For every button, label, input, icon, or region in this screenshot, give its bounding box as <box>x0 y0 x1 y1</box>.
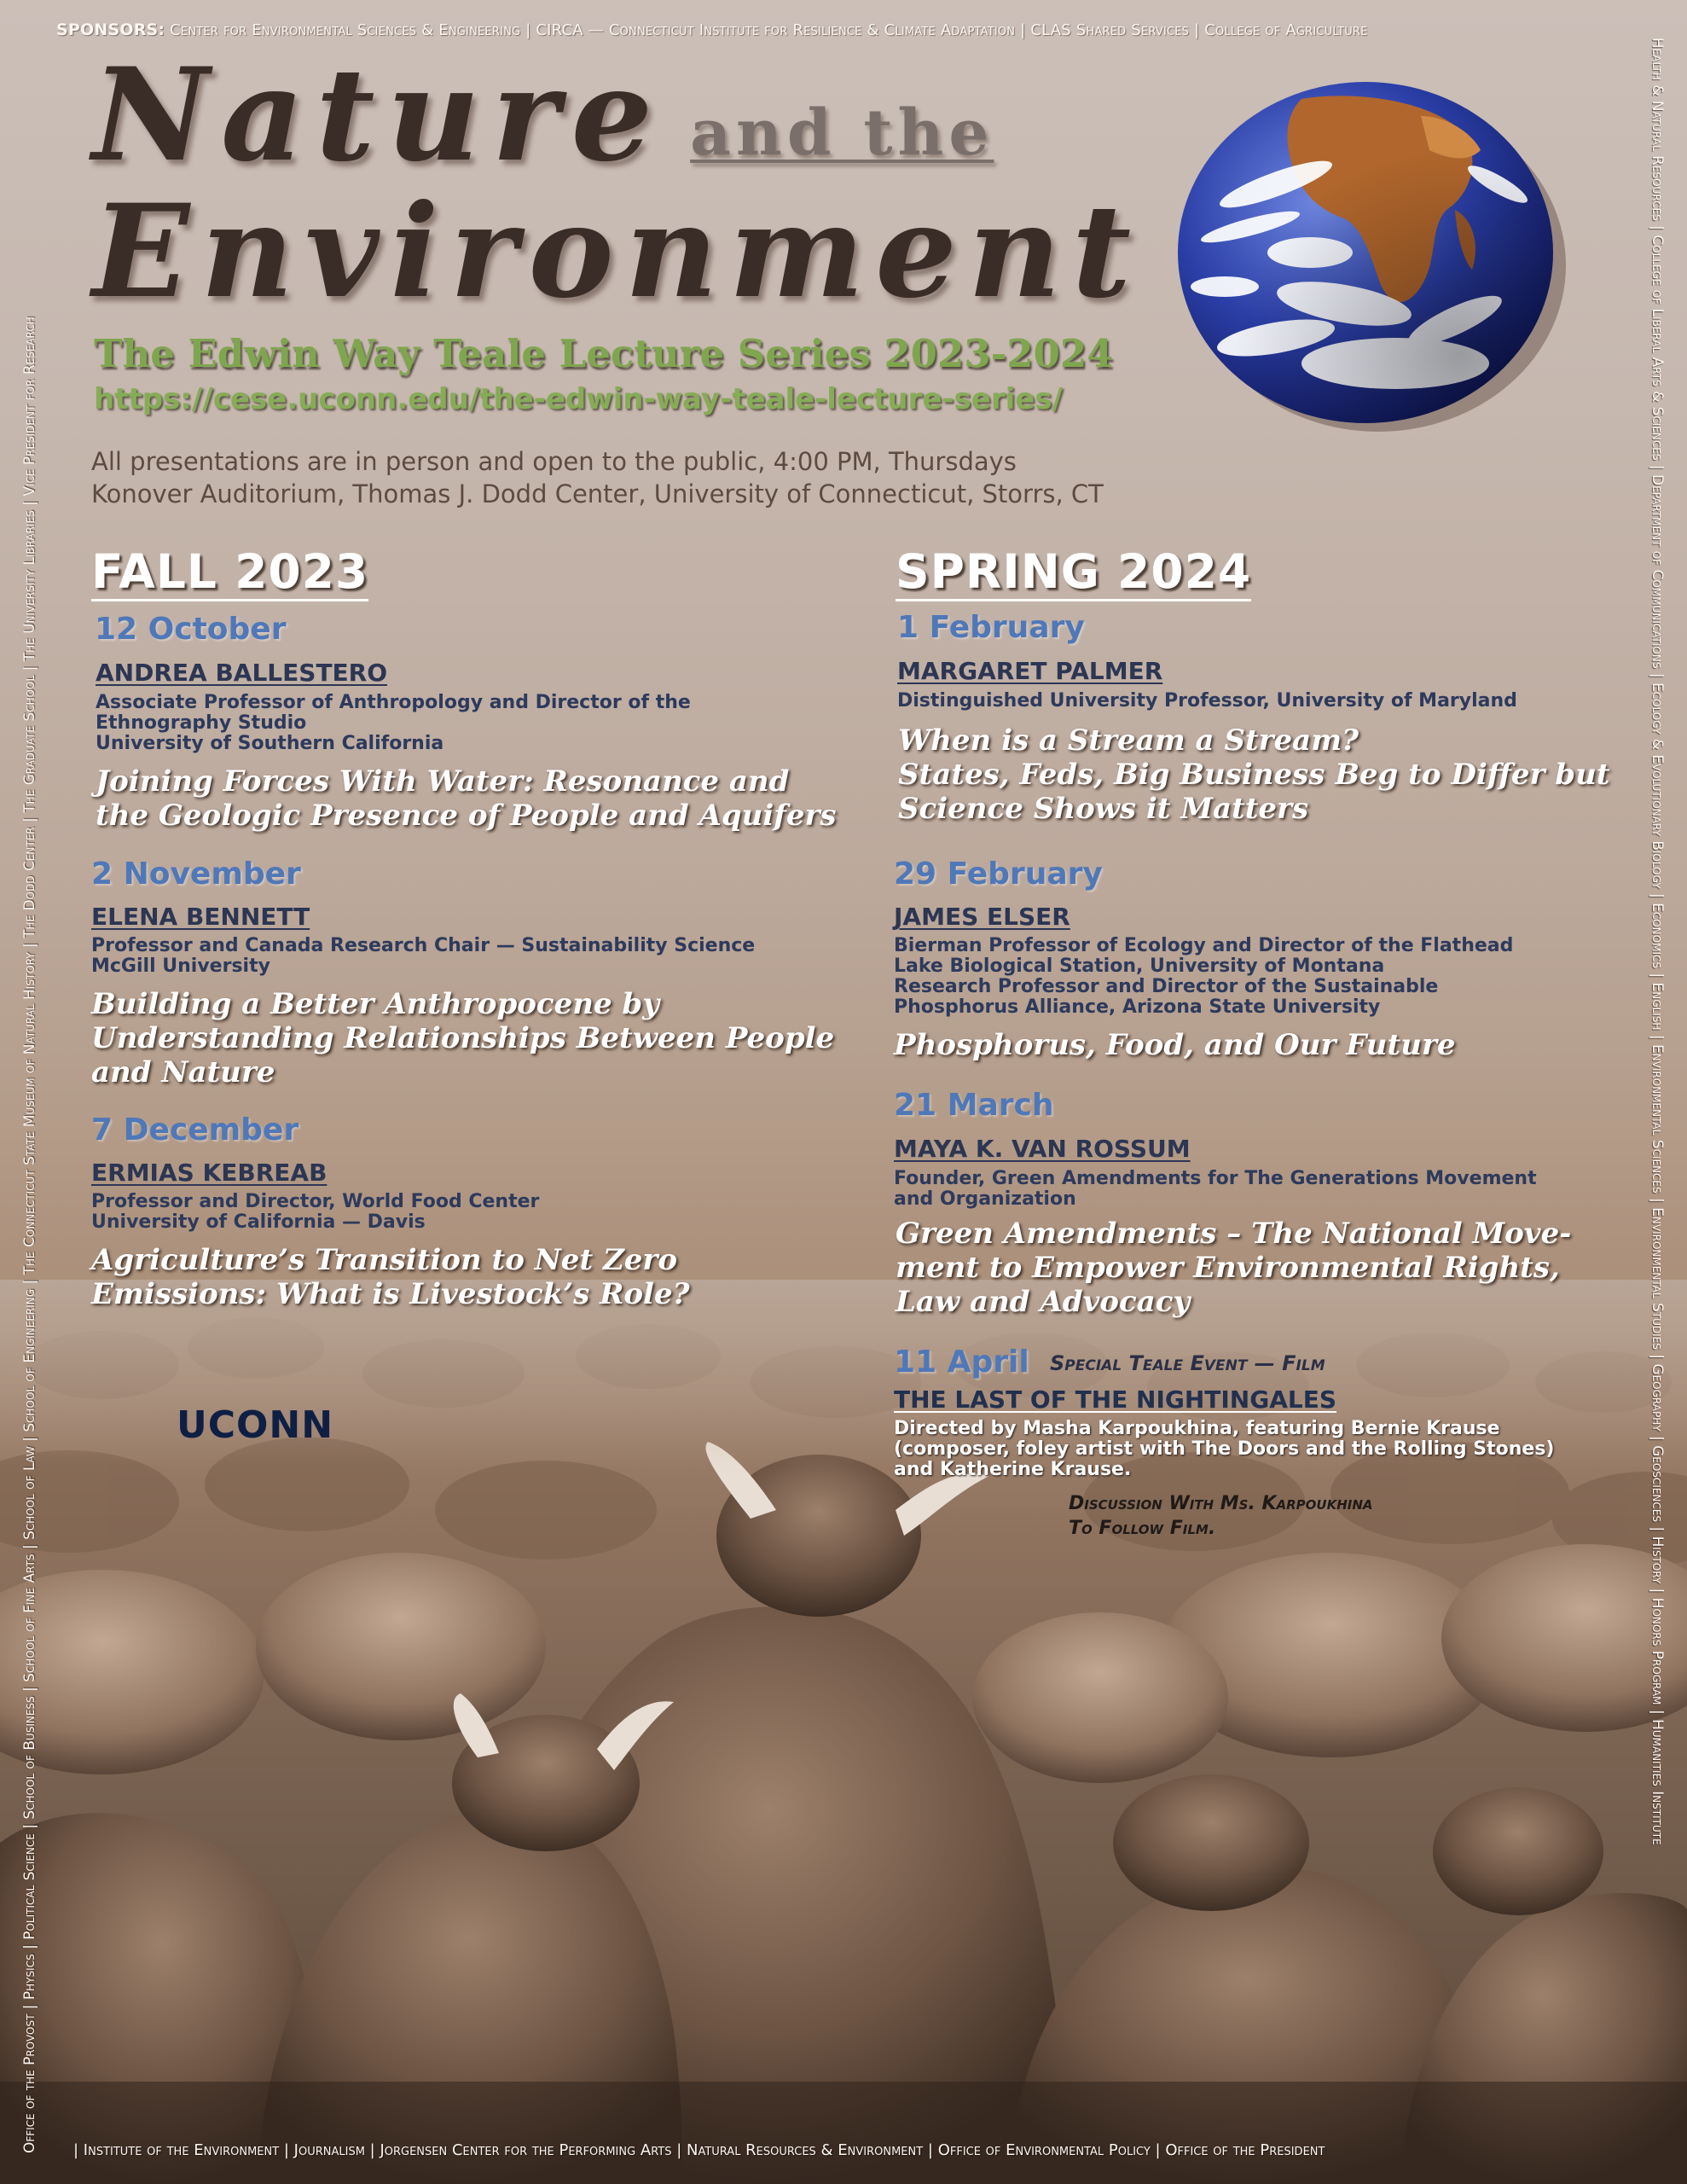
film-discussion-note <box>1069 1491 1373 1541</box>
sponsors-left: Office of the Provost | Physics | Political Science | School of Business | School of Fine Arts | School of Law | School of Engineering | The Connecticut State Museum of Natural History | The Dodd Center | The Graduate School | The University Libraries | Vice President for Research <box>21 317 38 2153</box>
sponsors-right: Health & Natural Resources | College of Liberal Arts & Sciences | Department of Communications | Ecology & Evolutionary Biology | Economics | English | Environmental Sciences | Environmental Studies | Geography | Geosciences | History | Honors Program | Humanities Institute <box>1649 38 1666 1845</box>
film-special-label: Special Teale Event — Film <box>1050 1351 1325 1375</box>
affiliation-line: Associate Professor of Anthropology and Director of the <box>96 692 691 713</box>
talk-title-line: Understanding Relationships Between People <box>91 1021 835 1055</box>
talk-title-line: When is a Stream a Stream? <box>898 723 1359 758</box>
sponsors-top-list: Center for Environmental Sciences & Engineering | CIRCA — Connecticut Institute for Resilience & Climate Adaptation | CLAS Shared Services | College of Agriculture <box>170 21 1368 39</box>
affiliation-line: Professor and Canada Research Chair — Sustainability Science <box>91 935 756 956</box>
talk-title-line: Science Shows it Matters <box>898 792 1309 826</box>
talk-title-line: and Nature <box>91 1055 275 1089</box>
affiliation-line: University of Southern California <box>96 733 444 754</box>
affiliation-line: Ethnography Studio <box>96 712 307 734</box>
talk-title-line: States, Feds, Big Business Beg to Differ but <box>898 758 1610 792</box>
spring-heading: SPRING 2024 <box>896 548 1251 601</box>
event-affiliation <box>91 1192 539 1233</box>
affiliation-line: University of California — Davis <box>91 1211 426 1233</box>
talk-title <box>894 1028 1455 1062</box>
talk-title-line: Law and Advocacy <box>896 1285 1191 1319</box>
affiliation-line: Lake Biological Station, University of Montana <box>894 956 1385 977</box>
film-description-line: (composer, foley artist with The Doors and the Rolling Stones) <box>894 1438 1555 1460</box>
talk-title-line: Building a Better Anthropocene by <box>91 987 659 1021</box>
event-affiliation <box>894 1169 1537 1210</box>
event-affiliation <box>894 936 1513 1018</box>
talk-title-line: Agriculture’s Transition to Net Zero <box>91 1243 678 1277</box>
info-line-2: Konover Auditorium, Thomas J. Dodd Center, University of Connecticut, Storrs, CT <box>91 479 1104 508</box>
uconn-logo: UCONN <box>177 1403 334 1447</box>
title-word-nature: Nature <box>92 40 665 190</box>
event-speaker: ELENA BENNETT <box>91 903 310 931</box>
talk-title <box>91 987 834 1089</box>
info-line-1: All presentations are in person and open to the public, 4:00 PM, Thursdays <box>91 447 1017 476</box>
talk-title <box>91 1243 690 1311</box>
event-speaker: ERMIAS KEBREAB <box>91 1159 328 1187</box>
film-title: THE LAST OF THE NIGHTINGALES <box>894 1385 1337 1414</box>
event-affiliation <box>897 691 1517 712</box>
talk-title-line: ment to Empower Environmental Rights, <box>896 1251 1560 1285</box>
event-speaker: MARGARET PALMER <box>897 657 1163 685</box>
talk-title-line: Phosphorus, Food, and Our Future <box>894 1028 1456 1062</box>
film-description-line: Directed by Masha Karpoukhina, featuring Bernie Krause <box>894 1418 1500 1439</box>
film-description-line: and Katherine Krause. <box>894 1459 1132 1480</box>
event-date: 12 October <box>95 612 287 647</box>
talk-title <box>898 723 1610 826</box>
event-date: 1 February <box>897 610 1085 645</box>
discussion-line: Discussion With Ms. Karpoukhina <box>1069 1493 1373 1514</box>
discussion-line: To Follow Film. <box>1069 1518 1216 1539</box>
event-date: 21 March <box>894 1088 1054 1123</box>
talk-title-line: Joining Forces With Water: Resonance and <box>96 764 790 799</box>
event-date: 29 February <box>894 857 1103 892</box>
event-date: 2 November <box>91 857 301 892</box>
sponsors-label: SPONSORS: <box>56 20 165 39</box>
event-speaker: MAYA K. VAN ROSSUM <box>894 1135 1191 1163</box>
title-connector: and the <box>690 96 994 170</box>
event-affiliation <box>96 693 691 754</box>
affiliation-line: Founder, Green Amendments for The Generations Movement <box>894 1168 1537 1189</box>
talk-title-line: Emissions: What is Livestock’s Role? <box>91 1277 690 1311</box>
affiliation-line: Distinguished University Professor, University of Maryland <box>897 690 1517 712</box>
sponsors-bottom: | Institute of the Environment | Journalism | Jorgensen Center for the Performing Arts | Natural Resources & Environment | Office of Environmental Policy | Office of the President <box>73 2141 1325 2159</box>
affiliation-line: McGill University <box>91 956 270 977</box>
earth-globe-image <box>1174 82 1574 432</box>
film-date: 11 April <box>894 1345 1029 1380</box>
affiliation-line: Research Professor and Director of the Sustainable <box>894 976 1439 997</box>
affiliation-line: Professor and Director, World Food Center <box>91 1191 540 1212</box>
title-line-1 <box>92 40 994 190</box>
event-info <box>91 445 1104 510</box>
affiliation-line: and Organization <box>894 1188 1076 1210</box>
affiliation-line: Bierman Professor of Ecology and Director of the Flathead <box>894 935 1514 956</box>
talk-title <box>96 764 837 833</box>
affiliation-line: Phosphorus Alliance, Arizona State University <box>894 996 1381 1018</box>
series-url[interactable]: https://cese.uconn.edu/the-edwin-way-teale-lecture-series/ <box>94 382 1063 416</box>
series-title: The Edwin Way Teale Lecture Series 2023-2024 <box>94 331 1114 376</box>
talk-title <box>896 1217 1571 1319</box>
title-word-environment: Environment <box>92 177 1143 327</box>
event-affiliation <box>91 936 755 977</box>
sponsors-top <box>56 20 1651 39</box>
event-speaker: JAMES ELSER <box>894 903 1070 931</box>
event-speaker: ANDREA BALLESTERO <box>96 659 388 687</box>
talk-title-line: the Geologic Presence of People and Aquifers <box>96 799 837 833</box>
fall-heading: FALL 2023 <box>91 548 368 601</box>
film-description <box>894 1419 1555 1480</box>
event-date: 7 December <box>91 1112 299 1147</box>
talk-title-line: Green Amendments – The National Move- <box>896 1217 1572 1251</box>
